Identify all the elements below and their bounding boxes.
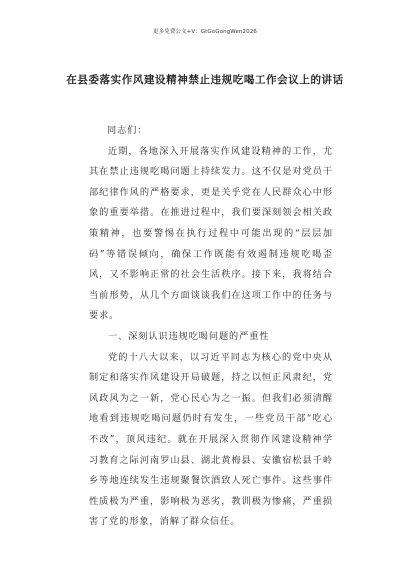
document-body xyxy=(89,121,333,533)
section-heading: 一、深刻认识违规吃喝问题的严重性 xyxy=(108,330,270,342)
salutation: 同志们： xyxy=(107,125,148,136)
header-note: 更多免费公文+V：GtGoGongWen2026 xyxy=(153,29,257,35)
intro-paragraph: 近期，各地深入开展落实作风建设精神的工作，尤其在禁止违规吃喝问题上持续发力。这不仅是对党员干部纪律作风的严格要求，更是关乎党在人民群众心中形象的重要举措。在推进过程中，我们要深刻领会相关政策精神，也要警惕在执行过程中可能出现的“层层加码”等错误倾向，确保工作既能有效遏制违规吃喝歪风，又不影响正常的社会生活秩序。接下来，我将结合当前形势，从几个方面谈谈我们在这项工作中的任务与要求。 xyxy=(89,145,333,322)
document-title: 在县委落实作风建设精神禁止违规吃喝工作会议上的讲话 xyxy=(66,74,344,86)
section-paragraph: 党的十八大以来，以习近平同志为核心的党中央从制定和落实作风建设开局破题，持之以恒正风肃纪，党风政风为之一新，党心民心为之一振。但我们必须清醒地看到违规吃喝问题仍时有发生，一些党员干部“吃心不改”，顶风违纪。就在开展深入贯彻作风建设精神学习教育之际河南罗山县、湖北黄梅县、安徽宿松县千岭乡等地连续发生违规聚餐饮酒致人死亡事件。这些事件性质极为严重，影响极为恶劣，教训极为惨痛，严重损害了党的形象，消解了群众信任。 xyxy=(89,351,333,528)
